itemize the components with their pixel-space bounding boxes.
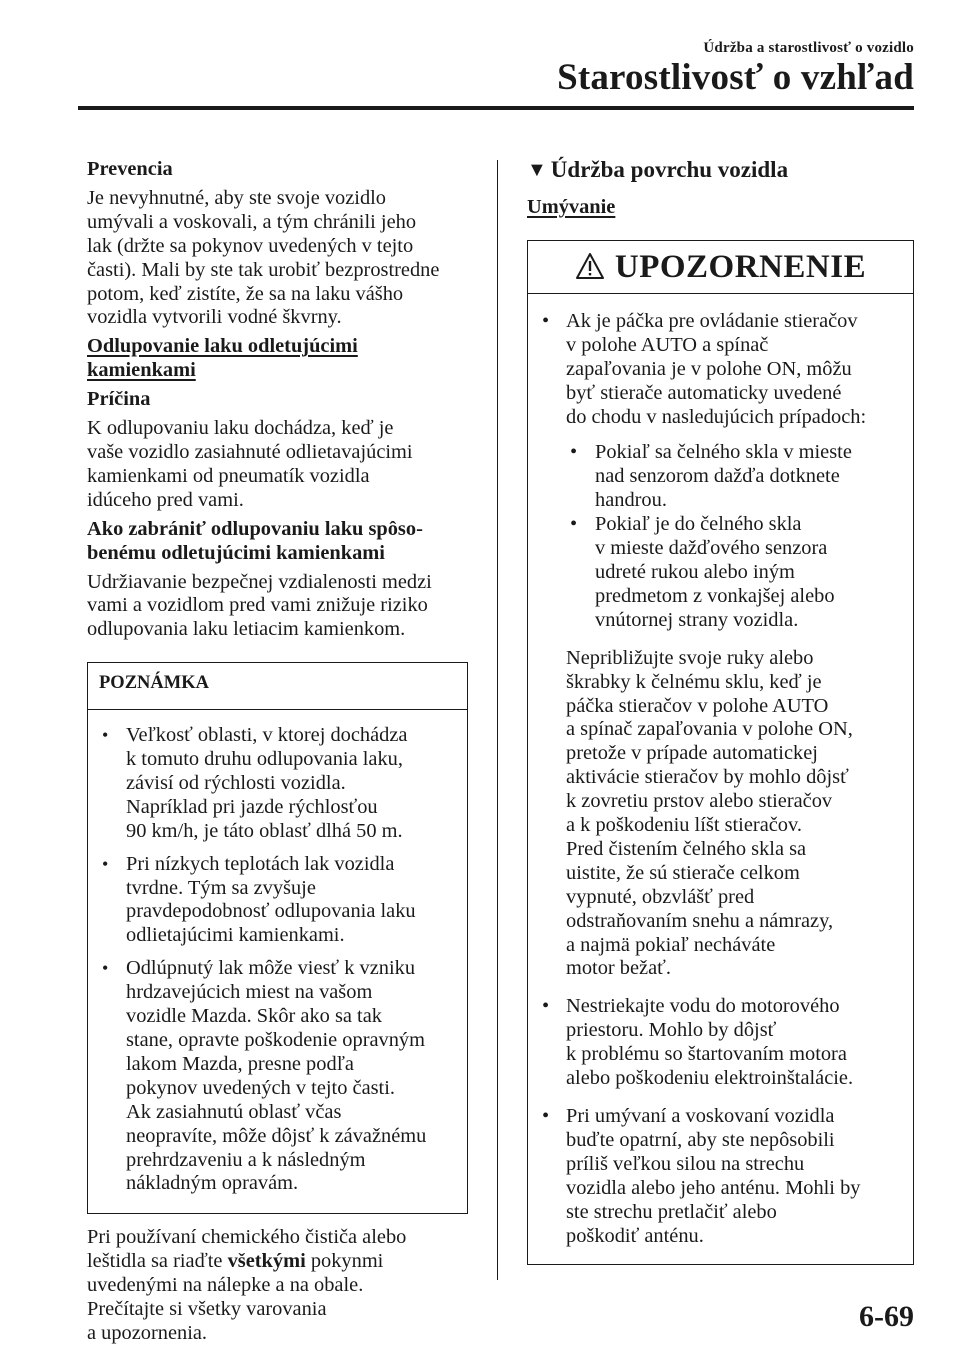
text-line: predmetom z vonkajšej alebo (595, 584, 835, 607)
text-line: Pri používaní chemického čističa alebo (87, 1226, 407, 1249)
text-line: k problému so štartovaním motora (566, 1043, 847, 1066)
note-body (88, 710, 467, 1213)
bullet-icon: • (570, 441, 578, 464)
text-line-mixed (87, 1250, 472, 1274)
pricina-heading: Príčina (87, 388, 151, 411)
bullet-icon: • (102, 958, 109, 979)
pricina-text (87, 417, 472, 513)
text-line: prehrdzaveniu a k následným (126, 1148, 366, 1171)
bullet-icon: • (542, 309, 550, 332)
text-line: hrdzavejúcich miest na vašom (126, 981, 373, 1004)
warning-box (527, 240, 914, 1266)
washing-heading: Umývanie (527, 196, 616, 218)
note-box (87, 662, 468, 1214)
right-column (527, 158, 917, 1265)
text-line: poškodiť anténu. (566, 1224, 704, 1247)
warning-title (528, 241, 913, 294)
text-line: K odlupovaniu laku dochádza, keď je (87, 417, 394, 440)
text-line: Pred čistením čelného skla sa (566, 837, 807, 860)
text-run: pokynmi (305, 1250, 384, 1273)
text-line: tvrdne. Tým sa zvyšuje (126, 876, 316, 899)
section-heading-text: Údržba povrchu vozidla (550, 157, 789, 182)
text-line: uvedenými na nálepke a na obale. (87, 1274, 364, 1297)
text-line: odlietajúcimi kamienkami. (126, 924, 345, 947)
prevencia-heading: Prevencia (87, 158, 173, 180)
text-line: nákladným opravám. (126, 1172, 299, 1195)
triangle-down-icon: ▼ (527, 159, 547, 181)
text-line: Napríklad pri jazde rýchlosťou (126, 795, 378, 818)
text-line: 90 km/h, je táto oblasť dlhá 50 m. (126, 819, 403, 842)
warning-sub-item (567, 513, 903, 633)
text-line: a k poškodeniu líšt stieračov. (566, 814, 802, 837)
text-line: Nestriekajte vodu do motorového (566, 995, 840, 1018)
section-heading (527, 157, 917, 183)
text-line: motor bežať. (566, 957, 671, 980)
text-line: Pri nízkych teplotách lak vozidla (126, 852, 395, 875)
text-line: stane, opravte poškodenie opravným (126, 1029, 425, 1051)
text-line: ste strechu pretlačiť alebo (566, 1200, 777, 1223)
text-line: Udržiavanie bezpečnej vzdialenosti medzi (87, 570, 432, 593)
text-line: kamienkami od pneumatík vozidla (87, 464, 370, 487)
page-title: Starostlivosť o vzhľad (557, 57, 914, 98)
text-line: Ak zasiahnutú oblasť včas (126, 1100, 342, 1123)
text-line: škrabky k čelnému sklu, keď je (566, 670, 822, 693)
prevencia-text (87, 187, 472, 330)
text-line: pokynov uvedených v tejto časti. (126, 1076, 395, 1099)
text-line: vozidla alebo jeho anténu. Mohli by (566, 1176, 861, 1199)
warning-item (539, 1105, 903, 1248)
warning-item (539, 995, 903, 1091)
running-header-section: Údržba a starostlivosť o vozidlo (703, 40, 914, 56)
text-line: odstraňovaním snehu a námrazy, (566, 909, 834, 932)
text-line: a spínač zapaľovania v polohe ON, (566, 718, 853, 741)
heading-line: Odlupovanie laku odletujúcimi (87, 335, 358, 358)
bullet-icon: • (102, 853, 109, 874)
text-line: pretože v prípade automatickej (566, 742, 818, 765)
text-line: lak (držte sa pokynov uvedených v tejto (87, 234, 414, 257)
text-line: vnútornej strany vozidla. (595, 608, 799, 631)
text-line: Pokiaľ sa čelného skla v mieste (595, 441, 852, 464)
text-line: buďte opatrní, aby ste nepôsobili (566, 1128, 835, 1151)
text-line: udreté rukou alebo iným (595, 560, 795, 583)
text-line: páčka stieračov v polohe AUTO (566, 694, 829, 717)
warning-triangle-icon (575, 244, 605, 296)
text-line: príliš veľkou silou na strechu (566, 1152, 805, 1175)
text-line: alebo poškodeniu elektroinštalácie. (566, 1067, 854, 1090)
text-line: k tomuto druhu odlupovania laku, (126, 748, 403, 771)
stone-chip-heading (87, 335, 472, 383)
bullet-icon: • (102, 725, 109, 746)
page-number: 6-69 (859, 1300, 914, 1333)
text-line: v mieste dažďového senzora (595, 537, 828, 560)
text-line: nad senzorom dažďa dotknete (595, 465, 840, 488)
text-line: Veľkosť oblasti, v ktorej dochádza (126, 724, 408, 747)
text-line: Pokiaľ je do čelného skla (595, 513, 802, 536)
text-line: a najmä pokiaľ necháváte (566, 933, 776, 956)
text-line: Ak je páčka pre ovládanie stieračov (566, 309, 858, 332)
text-line: idúceho pred vami. (87, 488, 244, 511)
text-line: zapaľovania je v polohe ON, môžu (566, 357, 852, 380)
chemical-cleaner-text (87, 1226, 472, 1346)
text-line: potom, keď zistíte, že sa na laku vášho (87, 282, 404, 305)
note-item (99, 957, 455, 1196)
text-line: odlupovania laku letiacim kamienkom. (87, 618, 406, 641)
prevention-text (87, 571, 472, 643)
warning-body (528, 294, 913, 1265)
text-line: do chodu v nasledujúcich prípadoch: (566, 405, 867, 428)
text-line: Pri umývaní a voskovaní vozidla (566, 1105, 835, 1127)
text-line: byť stierače automaticky uvedené (566, 381, 842, 404)
warning-continuation (539, 647, 903, 982)
header-rule (78, 106, 914, 110)
text-line: vozidla vytvorili vodné škvrny. (87, 306, 342, 329)
text-line: vami a vozidlom pred vami znižuje riziko (87, 594, 428, 617)
text-line: umývali a voskovali, a tým chránili jeho (87, 210, 417, 233)
note-item (99, 724, 455, 844)
note-title: POZNÁMKA (88, 663, 467, 710)
left-column (87, 158, 472, 1346)
text-line: k zovretiu prstov alebo stieračov (566, 790, 833, 813)
text-line: uistite, že sú stierače celkom (566, 861, 800, 884)
note-item (99, 853, 455, 949)
text-line: vozidle Mazda. Skôr ako sa tak (126, 1005, 382, 1028)
bullet-icon: • (542, 995, 550, 1018)
text-line: Je nevyhnutné, aby ste svoje vozidlo (87, 186, 386, 209)
text-line: vaše vozidlo zasiahnuté odlietavajúcimi (87, 440, 413, 463)
text-line: vypnuté, obzvlášť pred (566, 885, 755, 908)
text-line: závisí od rýchlosti vozidla. (126, 771, 346, 794)
text-line: priestoru. Mohlo by dôjsť (566, 1019, 777, 1042)
text-run: leštidla sa riaďte (87, 1250, 228, 1273)
bullet-icon: • (570, 513, 578, 536)
text-line: lakom Mazda, presne podľa (126, 1052, 354, 1075)
warning-sub-item (567, 441, 903, 513)
text-line: v polohe AUTO a spínač (566, 333, 769, 356)
text-line: handrou. (595, 489, 667, 512)
emphasis-text: všetkými (227, 1250, 306, 1273)
text-line: Odlúpnutý lak môže viesť k vzniku (126, 957, 416, 980)
text-line: Nepribližujte svoje ruky alebo (566, 646, 814, 669)
column-divider (497, 160, 498, 1280)
warning-item (539, 310, 903, 430)
heading-line: benému odletujúcimi kamienkami (87, 541, 385, 564)
heading-line: Ako zabrániť odlupovaniu laku spôso- (87, 517, 423, 540)
heading-line: kamienkami (87, 359, 196, 382)
text-line: pravdepodobnosť odlupovania laku (126, 900, 416, 923)
text-line: neopravíte, môže dôjsť k závažnému (126, 1124, 427, 1147)
text-line: a upozornenia. (87, 1321, 208, 1344)
text-line: časti). Mali by ste tak urobiť bezprostredne (87, 258, 440, 281)
text-line: aktivácie stieračov by mohlo dôjsť (566, 766, 849, 789)
bullet-icon: • (542, 1105, 550, 1127)
text-line: Prečítajte si všetky varovania (87, 1298, 327, 1321)
warning-title-text: UPOZORNENIE (614, 248, 867, 285)
prevention-heading (87, 518, 472, 566)
